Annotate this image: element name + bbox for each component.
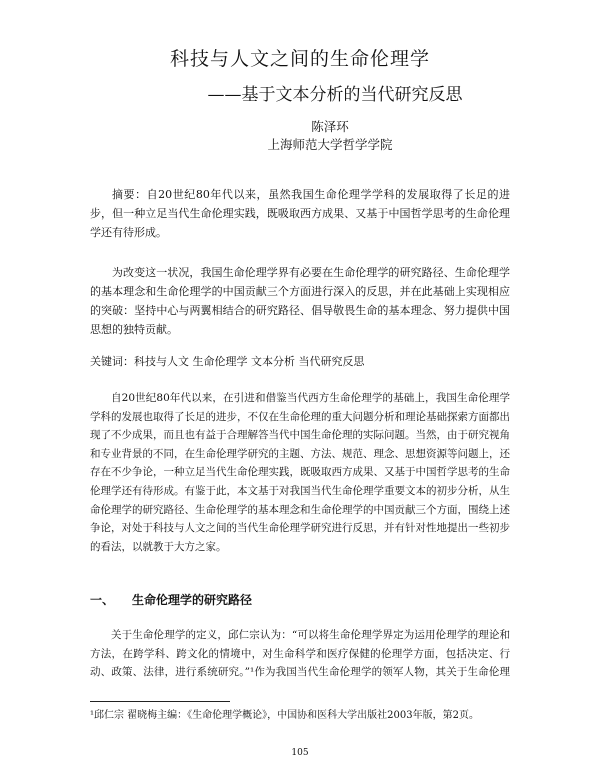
keywords: 关键词：科技与人文 生命伦理学 文本分析 当代研究反思 [90, 355, 365, 368]
author-affiliation: 上海师范大学哲学学院 [267, 137, 393, 152]
section-heading [90, 591, 510, 608]
section-number: 一、 [90, 593, 115, 607]
section-paragraph: 关于生命伦理学的定义，邱仁宗认为：“可以将生命伦理学界定为运用伦理学的理论和方法，在跨学科、跨文化的情境中，对生命科学和医疗保健的伦理学方面，包括决定、行动、政策、法律，进行系统研究。”¹作为我国当代生命伦理学的领军人物，其关于生命伦理 [90, 629, 510, 679]
introduction-paragraph: 自20世纪80年代以来，在引进和借鉴当代西方生命伦理学的基础上，我国生命伦理学学科的发展也取得了长足的进步，不仅在生命伦理的重大问题分析和理论基础探索方面都出现了不少成果，而且也有益于合理解答当代中国生命伦理的实际问题。当然，由于研究视角和专业背景的不同，在生命伦理学研究的主题、方法、规范、理念、思想资源等问题上，还存在不少争论，一种立足当代生命伦理实践，既吸取西方成果、又基于中国哲学思考的生命伦理学还有待形成。有鉴于此，本文基于对我国当代生命伦理学重要文本的初步分析，从生命伦理学的研究路径、生命伦理学的基本理念和生命伦理学的中国贡献三个方面，围绕上述争论，对处于科技与人文之间的当代生命伦理学研究进行反思，并有针对性地提出一些初步的看法，以就教于大方之家。 [90, 392, 510, 553]
paper-title: 科技与人文之间的生命伦理学 [169, 48, 430, 70]
footnote-divider [90, 701, 230, 702]
page-number: 105 [291, 748, 309, 758]
author-name: 陈泽环 [311, 119, 349, 134]
abstract-paragraph-1: 摘要：自20世纪80年代以来，虽然我国生命伦理学学科的发展取得了长足的进步，但一种立足当代生命伦理实践，既吸取西方成果、又基于中国哲学思考的生命伦理学还有待形成。 [90, 188, 510, 239]
section-title: 生命伦理学的研究路径 [132, 593, 253, 607]
abstract-paragraph-2: 为改变这一状况，我国生命伦理学界有必要在生命伦理学的研究路径、生命伦理学的基本理念和生命伦理学的中国贡献三个方面进行深入的反思，并在此基础上实现相应的突破：坚持中心与两翼相结合的研究路径、倡导敬畏生命的基本理念、努力提供中国思想的独特贡献。 [90, 266, 510, 336]
paper-subtitle: ——基于文本分析的当代研究反思 [207, 85, 463, 105]
footnote: ¹邱仁宗 翟晓梅主编：《生命伦理学概论》，中国协和医科大学出版社2003年版，第2页。 [90, 710, 479, 721]
